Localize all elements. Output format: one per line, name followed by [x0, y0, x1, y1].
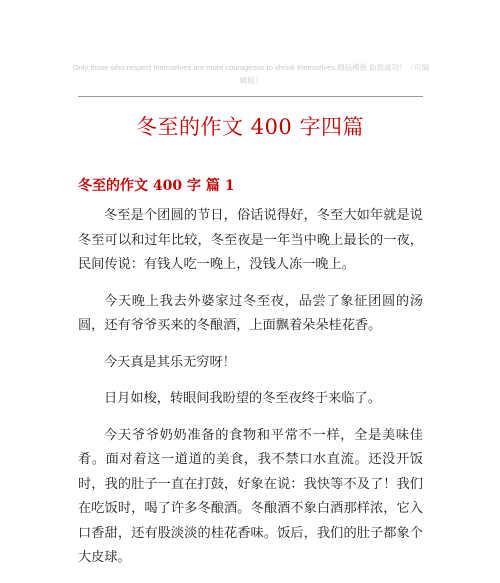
section-heading: 冬至的作文 400 字 篇 1 [78, 178, 235, 194]
header-divider [78, 96, 423, 97]
paragraph: 今天晚上我去外婆家过冬至夜，品尝了象征团圆的汤圆，还有爷爷买来的冬酿酒，上面飘着朵朵桂花香。 [78, 293, 423, 333]
document-title: 冬至的作文 400 字四篇 [136, 115, 364, 139]
body-text [78, 204, 423, 583]
paragraph: 日月如梭，转眼间我盼望的冬至夜终于来临了。 [104, 391, 381, 406]
paragraph: 冬至是个团圆的节日，俗话说得好，冬至大如年就是说冬至可以和过年比较，冬至夜是一年当中晚上最长的一夜，民间传说：有钱人吃一晚上，没钱人冻一晚上。 [78, 208, 423, 272]
paragraph: 今天真是其乐无穷呀！ [104, 354, 236, 370]
paragraph: 今天爷爷奶奶准备的食物和平常不一样，全是美味佳肴。面对着这一道道的美食，我不禁口水直流。还没开饭时，我的肚子一直在打鼓，好象在说：我快等不及了！我们在吃饭时，喝了许多冬酿酒。冬酿酒不象白酒那样浓，它入口香甜，还有股淡淡的桂花香味。饭后，我们的肚子都象个大皮球。 [78, 427, 423, 565]
header-note: Only those who respect themselves are more courageous to shrink themselves.精品模板 助您成功！（可编辑版） [72, 63, 430, 85]
